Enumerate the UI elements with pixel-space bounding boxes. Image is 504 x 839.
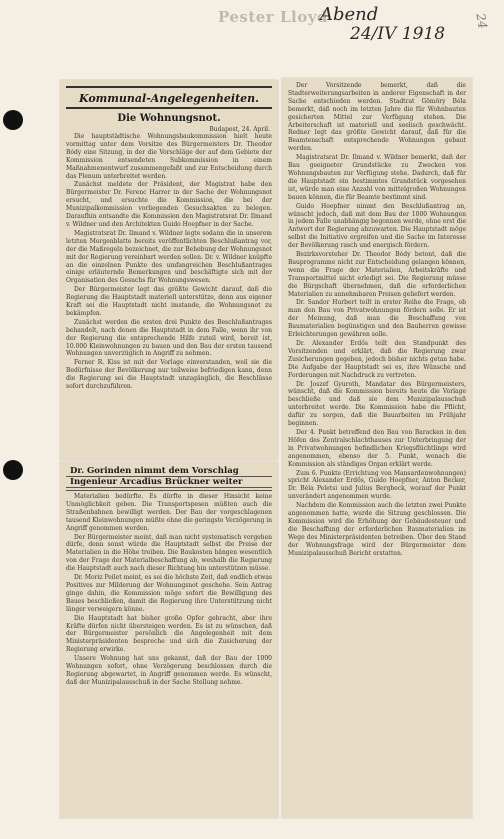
paragraph: Ferner R. Kiss ist mit der Vorlage einverstanden, weil sie die Bedürfnisse der Bevölkerung nur teilweise befriedigen kann, denn die Regierung sei die Hauptstadt unzugänglich, die Beschlüsse sofort durchzuführen. xyxy=(66,359,272,391)
paragraph: Der Vorsitzende bemerkt, daß die Stadterweiterungsarbeiten in anderer Eigenschaft in der Sache entschieden werden. Stadtrat Gömöry Béla bemerkt, daß noch im letzten Jahre die für Wohnbauten gesicherten Mittel zur Verfügung stehen. Die Arbeiterschaft ist materiell und seelisch geschwächt. Redner legt das größte Gewicht darauf, daß für die Beamtenschaft entsprechende Wohnungen gebaut werden. xyxy=(288,82,466,153)
paragraph: Unsere Wohnung hat uns gekannt, daß der Bau der 1000 Wohnungen sofort, ohne Verzögerung beschlossen durch die Regierung abgewartet, in Angriff genommen werde. Es wünscht, daß der Munizipalausschuß in der Sache Stellung nehme. xyxy=(66,655,272,686)
paragraph: Der 4. Punkt betreffend den Bau von Baracken in den Höfen des Zentralschlachthauses zur Unterbringung der in Privatwohnungen befindlichen Kriegsflüchtlinge wird angenommen, ebenso der 5. Punkt, wonach die Kommission als ständiges Organ erklärt werde. xyxy=(288,428,466,468)
clipping-left-upper xyxy=(60,80,278,460)
paragraph: Nachdem die Kommission auch die letzten zwei Punkte angenommen hatte, wurde die Sitzung geschlossen. Die Kommission wird die Erhöhung der Gebäudesteuer und die Beschaffung der erforderlichen Baumaterialien im Wege des Ministerpräsidenten betreiben. Über den Stand der Wohnungsfrage wird der Bürgermeister dem Munizipalausschuß Bericht erstatten. xyxy=(288,502,466,557)
paragraph: Zunächst meldete der Präsident, der Magistrat habe den Bürgermeister Dr. Ferenc Harrer in der Sache der Wohnungsnot ersucht, und ersuchte die Kommission, die bei der Munizipalkommission vorliegenden Gesuchsakten zu belegen. Daraufhin entsandte die Kommission den Magistratsrat Dr. Ilmand v. Wildner und den Architekten Guido Hoepfner in der Sache. xyxy=(66,181,272,228)
paragraph: Guido Hoepfner nimmt den Beschlußantrag an, wünscht jedoch, daß mit dem Bau der 1000 Wohnungen in jedem Falle unabhängig begonnen werde, ohne erst die Antwort der Regierung abzuwarten. Die Hauptstadt möge selbst die Initiative ergreifen und die Sache im Interesse der Bevölkerung rasch und energisch fördern. xyxy=(288,202,466,250)
paragraph: Bezirksvorsteher Dr. Theodor Bódy betont, daß die Bauprogramme nicht zur Entscheidung gelangen können, wenn die Frage der Materialien, Arbeitskräfte und Transportmittel nicht erledigt sei. Die Regierung müsse die Bürgschaft übernehmen, daß die erforderlichen Materialien zu annehmbaren Preisen geliefert werden. xyxy=(288,251,466,298)
article-body-continued xyxy=(60,493,278,687)
paragraph: Der Bürgermeister meint, daß man nicht systematisch vorgehen dürfe, denn sonst würde die Hauptstadt selbst die Preise der Materialien in die Höhe treiben. Die Baukosten hängen wesentlich von der Frage der Materialbeschaffung ab, weshalb die Regierung die Hauptstadt auch nach dieser Richtung hin unterstützen müsse. xyxy=(66,533,272,573)
section-headline: Kommunal-Angelegenheiten. xyxy=(79,92,259,105)
bold-line: Dr. Gorinden nimmt dem Vorschlag xyxy=(66,466,272,477)
paragraph: Die Hauptstadt hat bisher große Opfer gebracht, aber ihre Kräfte dürfen nicht übersteigen werden. Es ist zu wünschen, daß der Bürgermeister persönlich die Angelegenheit mit dem Ministerpräsidenten bespreche und sich die Zusicherung der Regierung erwirke. xyxy=(66,614,272,654)
paragraph: Die hauptstädtische Wohnungsbaukommission hielt heute vormittag unter dem Vorsitze des Bürgermeisters Dr. Theodor Bódy eine Sitzung, in der die Vorschläge der auf dem Gebiete der Kommission entsendeten Subkommission in einem Maßnahmenentwurf zusammengefaßt und zur Entscheidung durch das Plenum unterbreitet werden. xyxy=(66,133,272,180)
handwritten-date: 24/IV 1918 xyxy=(350,24,446,44)
article-body xyxy=(60,133,278,391)
paragraph: Dr. Joszef Gyuroth, Mandatar des Bürgermeisters, wünscht, daß die Kommission bereits heute die Vorlage beschließe und daß sie dem Munizipalausschuß unterbreitet werde. Die Kommission habe die Pflicht, dafür zu sorgen, daß die Bauarbeiten im Frühjahr beginnen. xyxy=(288,380,466,428)
handwritten-edition: Abend xyxy=(320,4,379,25)
paragraph: Magistratsrat Dr. Ilmand v. Wildner bemerkt, daß der Bau geeigneter Grundstücke zu Zwecken von Wohnungsbauten zur Verfügung stehe. Dadurch, daß für die Hauptstadt ein bestimmtes Grundstück vorgesehen ist, würde man eine Anzahl von mittelgroßen Wohnungen bauen können, die für Beamte bestimmt sind. xyxy=(288,154,466,201)
paragraph: Dr. Sandor Hurbert teilt in erster Reihe die Frage, ob man den Bau von Privatwohnungen fördern solle. Er ist der Meinung, daß man die Beschaffung von Baumaterialien begünstigen und den Bauherren gewisse Erleichterungen gewähren solle. xyxy=(288,299,466,339)
paragraph: Magistratsrat Dr. Ilmand v. Wildner legte sodann die in unserem letzten Morgenblatte bereits veröffentlichten Beschlußantrag vor, der die Maßregeln bezeichnet, die zur Behebung der Wohnungsnot mit der Regierung vereinbart werden sollen. Dr. v. Wildner knüpfte an die einzelnen Punkte des umfangreichen Beschlußantrages einige erläuternde Bemerkungen und beschäftigte sich mit der Organisation des Gesuchs für Wohnungswesen. xyxy=(66,229,272,285)
right-column-body xyxy=(282,78,472,557)
section-header xyxy=(66,86,272,109)
paragraph: Materialien bedürfte. Es dürfte in dieser Hinsicht keine Unmöglichkeit geben. Die Transportspesen müßten auch die Straßenbahnen bewilligt werden. Der Bau der vorgeschlagenen tausend Kleinwohnungen müßte ohne die geringste Verzögerung in Angriff genommen werden. xyxy=(66,493,272,532)
bold-line: Ingenieur Arcadius Brückner weiter xyxy=(66,477,272,488)
clipping-left-lower xyxy=(60,462,278,818)
article-dateline: Budapest, 24. April. xyxy=(209,126,270,133)
punch-hole xyxy=(3,110,23,130)
paragraph: Dr. Moriz Peilet meint, es sei die höchste Zeit, daß endlich etwas Positives zur Milderung der Wohnungsnot geschehe. Sein Antrag ginge dahin, die Kommission möge sofort die Bewilligung des Baues beschließen, damit die Regierung ihre Unterstützung nicht länger verweigern könne. xyxy=(66,574,272,613)
punch-hole xyxy=(3,460,23,480)
paragraph: Dr. Alexander Erdős teilt den Standpunkt des Vorsitzenden und erklärt, daß die Regierung zwar Zusicherungen gegeben, jedoch bisher nichts getan habe. Die Aufgabe der Hauptstadt sei es, ihre Wünsche und Forderungen mit Nachdruck zu vertreten. xyxy=(288,340,466,379)
clipping-right xyxy=(282,78,472,818)
article-title: Die Wohnungsnot. xyxy=(117,113,221,124)
sheet-number: 24 xyxy=(473,12,490,30)
paragraph: Zum 6. Punkte (Errichtung von Mansardenwohnungen) spricht Alexander Erdős, Guido Hoepfner, Anton Becker, Dr. Béla Peletsi und Julius Bergbeck, worauf der Punkt unverändert angenommen wurde. xyxy=(288,469,466,501)
bold-strip xyxy=(66,466,272,488)
divider xyxy=(66,490,272,491)
masthead-stamp: Pester Lloyd xyxy=(218,8,328,26)
paragraph: Zunächst werden die ersten drei Punkte des Beschlußantrages behandelt, nach denen die Hauptstadt in dem Falle, wenn ihr von der Regierung die entsprechende Hilfe zuteil wird, bereit ist, 10.000 Kleinwohnungen zu bauen und den Bau der ersten tausend Wohnungen unverzüglich in Angriff zu nehmen. xyxy=(66,318,272,358)
paragraph: Der Bürgermeister legt das größte Gewicht darauf, daß die Regierung die Hauptstadt materiell unterstütze, denn aus eigener Kraft sei die Hauptstadt nicht imstande, die Wohnungsnot zu bekämpfen. xyxy=(66,286,272,317)
